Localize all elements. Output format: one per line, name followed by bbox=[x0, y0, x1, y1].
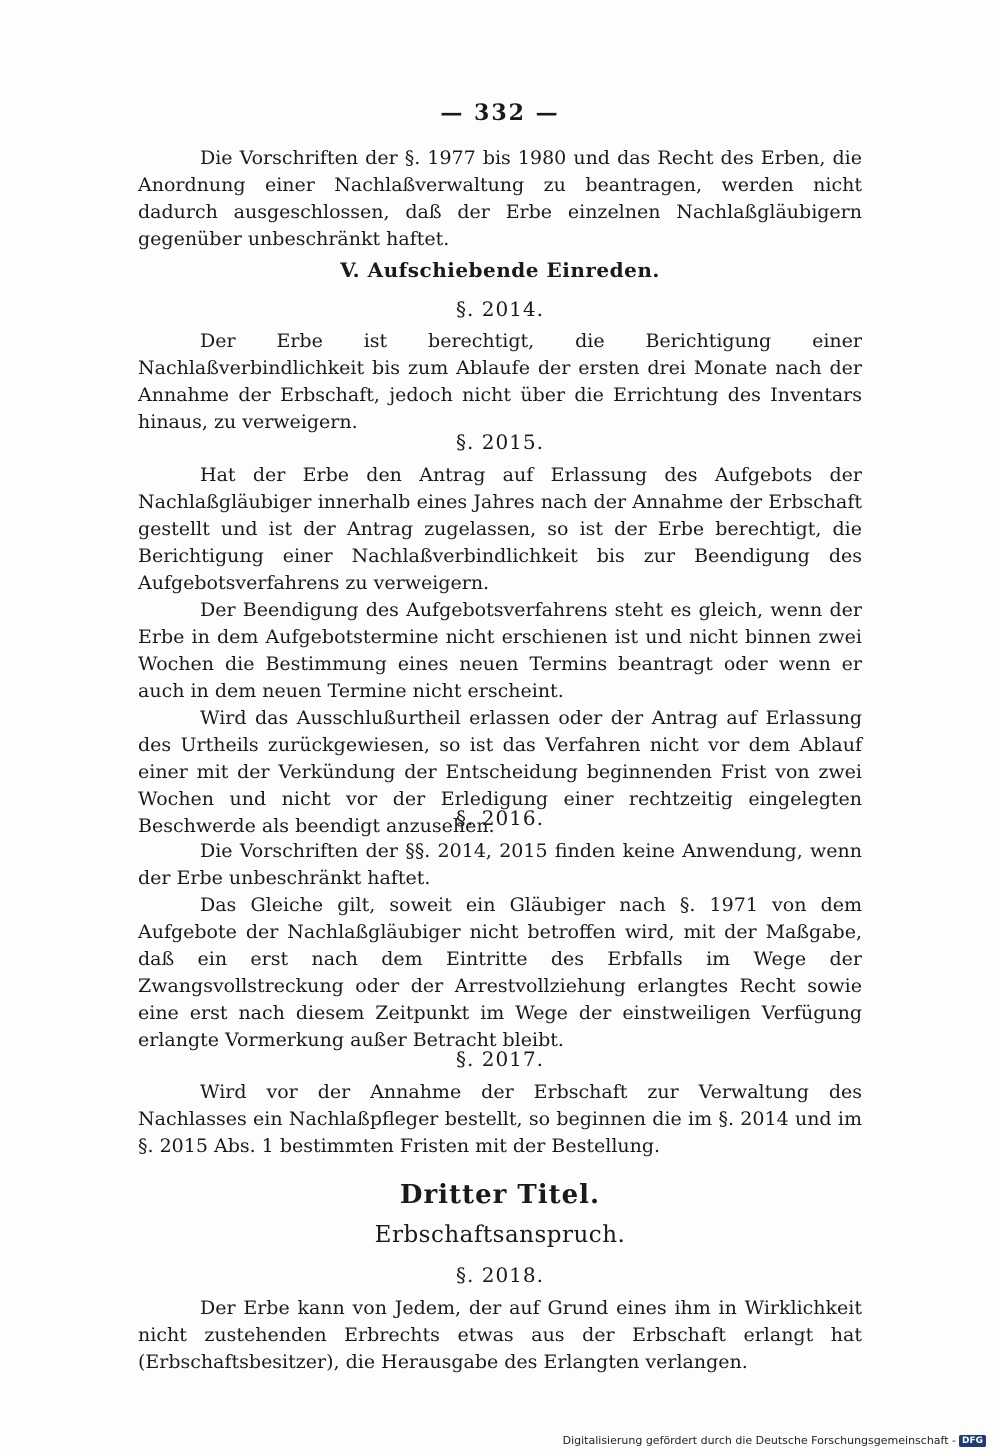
paragraph: Wird das Ausschlußurtheil erlassen oder der Antrag auf Erlassung des Urtheils zurückgewiesen, so ist das Verfahren nicht vor dem Ablauf einer mit der Verkündung der Entscheidung beginnenden Frist von zwei Wochen und nicht vor der Erledigung einer rechtzeitig eingelegten Beschwerde als beendigt anzusehen. bbox=[138, 707, 862, 837]
section-2015-text bbox=[138, 462, 862, 840]
paragraph: Die Vorschriften der §§. 2014, 2015 finden keine Anwendung, wenn der Erbe unbeschränkt haftet. bbox=[138, 840, 862, 889]
intro-text-block bbox=[138, 145, 862, 253]
credit-text: Digitalisierung gefördert durch die Deutsche Forschungsgemeinschaft - bbox=[562, 1434, 956, 1447]
section-2016-text bbox=[138, 838, 862, 1054]
paragraph: Der Erbe ist berechtigt, die Berichtigung einer Nachlaßverbindlichkeit bis zum Ablaufe der ersten drei Monate nach der Annahme der Erbschaft, jedoch nicht über die Errichtung des Inventars hinaus, zu verweigern. bbox=[138, 330, 862, 433]
paragraph-number-2018: §. 2018. bbox=[456, 1263, 544, 1287]
title-subheading: Erbschaftsanspruch. bbox=[374, 1222, 626, 1248]
paragraph: Der Beendigung des Aufgebotsverfahrens steht es gleich, wenn der Erbe in dem Aufgebotstermine nicht erschienen ist und nicht binnen zwei Wochen die Bestimmung eines neuen Termins beantragt oder wenn er auch in dem neuen Termine nicht erscheint. bbox=[138, 599, 862, 702]
paragraph: Das Gleiche gilt, soweit ein Gläubiger nach §. 1971 von dem Aufgebote der Nachlaßgläubiger nicht betroffen wird, mit der Maßgabe, daß ein erst nach dem Eintritte des Erbfalls im Wege der Zwangsvollstreckung oder der Arrestvollziehung erlangtes Recht sowie eine erst nach diesem Zeitpunkt im Wege der einstweiligen Verfügung erlangte Vormerkung außer Betracht bleibt. bbox=[138, 894, 862, 1051]
paragraph-number-2015: §. 2015. bbox=[456, 430, 544, 454]
digitization-credit bbox=[563, 1434, 986, 1447]
page-number: — 332 — bbox=[440, 100, 560, 126]
section-2018-text bbox=[138, 1295, 862, 1376]
paragraph-number-2014: §. 2014. bbox=[456, 297, 544, 321]
section-2017-text bbox=[138, 1079, 862, 1160]
section-heading: V. Aufschiebende Einreden. bbox=[340, 258, 660, 282]
paragraph: Die Vorschriften der §. 1977 bis 1980 und das Recht des Erben, die Anordnung einer Nachlaßverwaltung zu beantragen, werden nicht dadurch ausgeschlossen, daß der Erbe einzelnen Nachlaßgläubigern gegenüber unbeschränkt haftet. bbox=[138, 147, 862, 250]
title-heading: Dritter Titel. bbox=[399, 1180, 601, 1210]
dfg-logo-icon: DFG bbox=[959, 1435, 986, 1447]
section-2014-text bbox=[138, 328, 862, 436]
paragraph: Hat der Erbe den Antrag auf Erlassung des Aufgebots der Nachlaßgläubiger innerhalb eines Jahres nach der Annahme der Erbschaft gestellt und ist der Antrag zugelassen, so ist der Erbe berechtigt, die Berichtigung einer Nachlaßverbindlichkeit bis zur Beendigung des Aufgebotsverfahrens zu verweigern. bbox=[138, 464, 862, 594]
paragraph-number-2017: §. 2017. bbox=[456, 1047, 544, 1071]
paragraph: Wird vor der Annahme der Erbschaft zur Verwaltung des Nachlasses ein Nachlaßpfleger bestellt, so beginnen die im §. 2014 und im §. 2015 Abs. 1 bestimmten Fristen mit der Bestellung. bbox=[138, 1081, 862, 1157]
paragraph: Der Erbe kann von Jedem, der auf Grund eines ihm in Wirklichkeit nicht zustehenden Erbrechts etwas aus der Erbschaft erlangt hat (Erbschaftsbesitzer), die Herausgabe des Erlangten verlangen. bbox=[138, 1297, 862, 1373]
paragraph-number-2016: §. 2016. bbox=[456, 806, 544, 830]
